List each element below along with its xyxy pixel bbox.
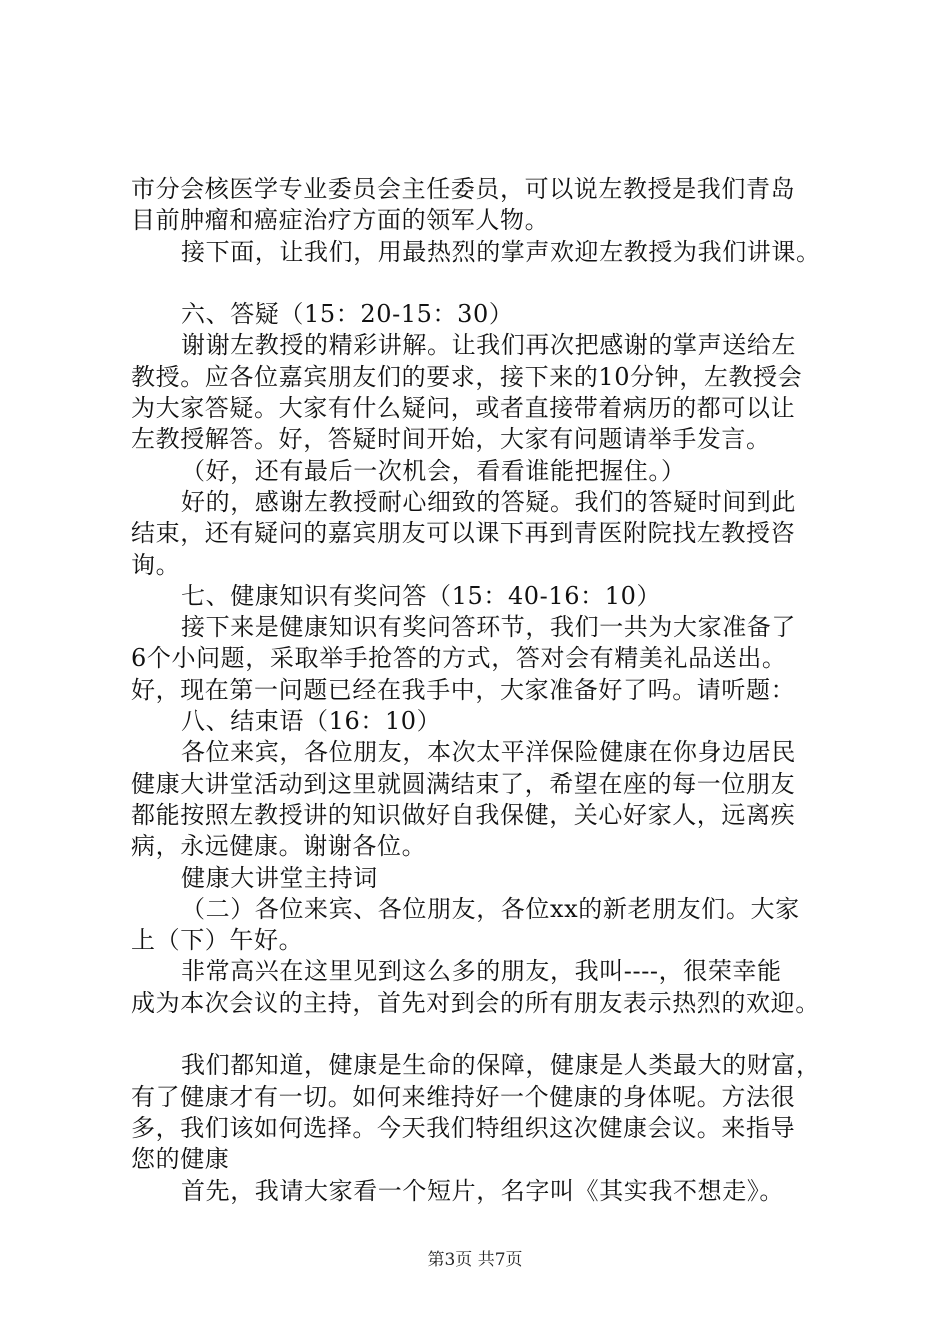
paragraph-first-line: 健康大讲堂主持词 xyxy=(181,863,378,892)
paragraph-first-line: 六、答疑（15：20-15：30） xyxy=(181,300,514,329)
text-line: 教授。应各位嘉宾朋友们的要求，接下来的10分钟，左教授会 xyxy=(131,362,803,391)
text-line: 多，我们该如何选择。今天我们特组织这次健康会议。来指导 xyxy=(131,1113,796,1142)
paragraph-first-line: 首先，我请大家看一个短片，名字叫《其实我不想走》。 xyxy=(181,1176,784,1205)
text-line: 有了健康才有一切。如何来维持好一个健康的身体呢。方法很 xyxy=(131,1082,796,1111)
text-line: 左教授解答。好，答疑时间开始，大家有问题请举手发言。 xyxy=(131,425,771,454)
text-line: 目前肿瘤和癌症治疗方面的领军人物。 xyxy=(131,206,550,235)
text-line: 健康大讲堂活动到这里就圆满结束了，希望在座的每一位朋友 xyxy=(131,769,796,798)
blank-line xyxy=(131,268,851,299)
paragraph-first-line: （二）各位来宾、各位朋友，各位xx的新老朋友们。大家 xyxy=(181,894,800,923)
document-body xyxy=(131,174,851,1207)
paragraph-first-line: 我们都知道，健康是生命的保障，健康是人类最大的财富， xyxy=(181,1051,821,1080)
paragraph-first-line: 接下来是健康知识有奖问答环节，我们一共为大家准备了 xyxy=(181,613,796,642)
paragraph-first-line: （好，还有最后一次机会，看看谁能把握住。） xyxy=(181,456,686,485)
paragraph-first-line: 非常高兴在这里见到这么多的朋友，我叫----，很荣幸能 xyxy=(181,957,782,986)
text-line: 结束，还有疑问的嘉宾朋友可以课下再到青医附院找左教授咨 xyxy=(131,519,796,548)
paragraph-first-line: 八、结束语（16：10） xyxy=(181,707,442,736)
text-line: 都能按照左教授讲的知识做好自我保健，关心好家人，远离疾 xyxy=(131,800,796,829)
text-line: 上（下）午好。 xyxy=(131,926,304,955)
text-line: 病，永远健康。谢谢各位。 xyxy=(131,832,427,861)
text-line: 您的健康 xyxy=(131,1145,230,1174)
paragraph-first-line: 各位来宾，各位朋友，本次太平洋保险健康在你身边居民 xyxy=(181,738,796,767)
text-line: 成为本次会议的主持，首先对到会的所有朋友表示热烈的欢迎。 xyxy=(131,988,820,1017)
blank-line xyxy=(131,1019,851,1050)
page-footer: 第3页 共7页 xyxy=(427,1250,523,1270)
paragraph-first-line: 好的，感谢左教授耐心细致的答疑。我们的答疑时间到此 xyxy=(181,487,796,516)
paragraph-first-line: 接下面，让我们，用最热烈的掌声欢迎左教授为我们讲课。 xyxy=(181,237,821,266)
text-line: 为大家答疑。大家有什么疑问，或者直接带着病历的都可以让 xyxy=(131,394,796,423)
text-line: 市分会核医学专业委员会主任委员，可以说左教授是我们青岛 xyxy=(131,175,796,203)
paragraph-first-line: 七、健康知识有奖问答（15：40-16：10） xyxy=(181,581,662,610)
text-line: 好，现在第一问题已经在我手中，大家准备好了吗。请听题： xyxy=(131,675,796,704)
text-line: 6个小问题，采取举手抢答的方式，答对会有精美礼品送出。 xyxy=(131,644,787,673)
text-line: 询。 xyxy=(131,550,181,579)
paragraph-first-line: 谢谢左教授的精彩讲解。让我们再次把感谢的掌声送给左 xyxy=(181,331,796,360)
